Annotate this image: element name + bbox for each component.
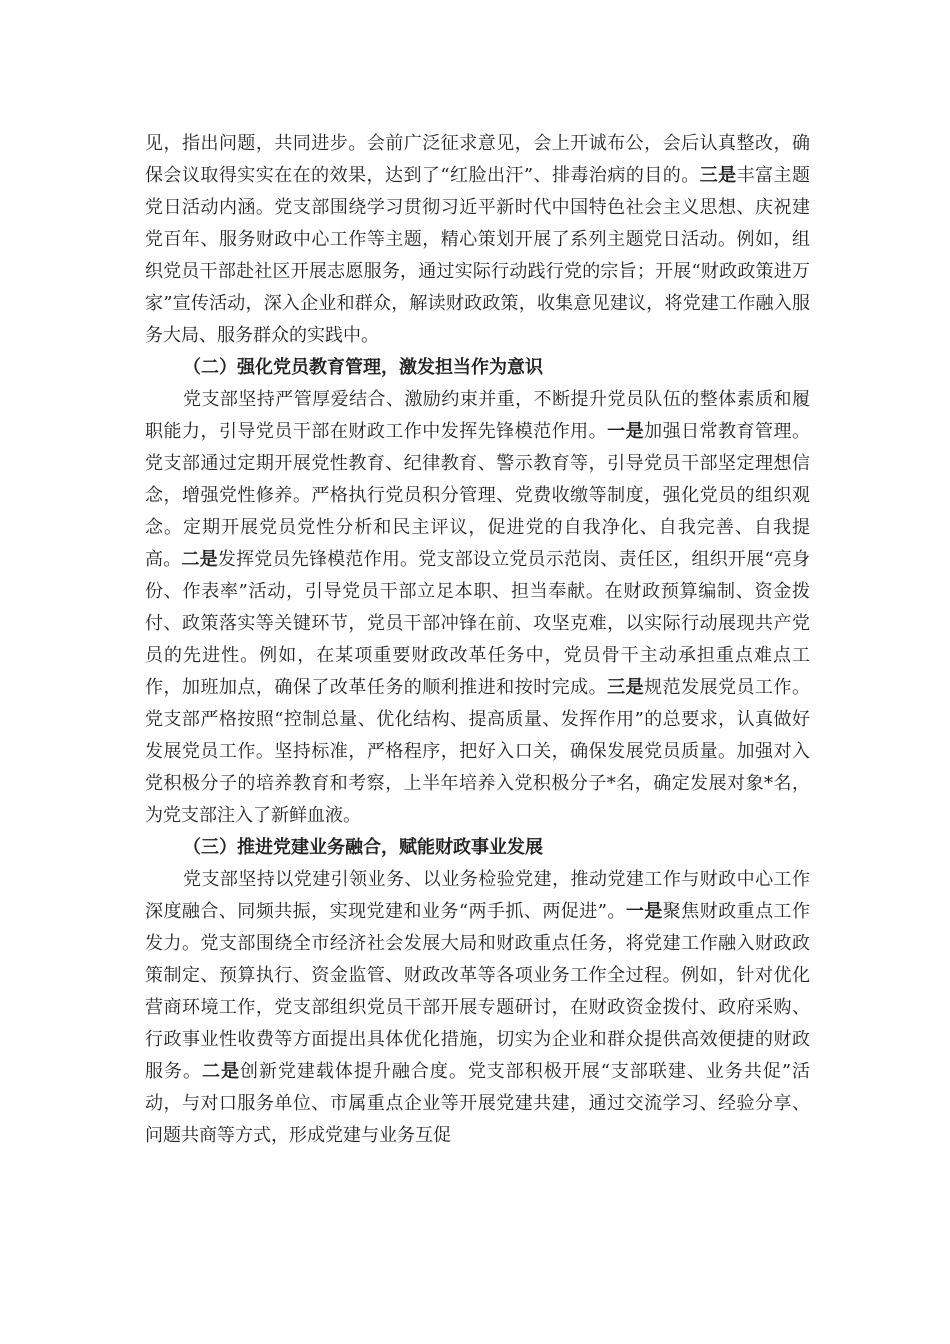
section-heading-2: （二）强化党员教育管理，激发担当作为意识 [183,357,543,378]
section-heading-3: （三）推进党建业务融合，赋能财政事业发展 [183,837,543,858]
paragraph-text: 加强日常教育管理。党支部通过定期开展党性教育、纪律教育、警示教育等，引导党员干部坚定理想信念，增强党性修养。严格执行党员积分管理、党费收缴等制度，强化党员的组织观念。定期开展党员党性分析和民主评议，促进党的自我净化、自我完善、自我提高。 [145,421,811,570]
highlight-two: 二是 [201,1061,240,1082]
highlight-two: 二是 [181,549,218,570]
paragraph-section-3 [145,864,810,1152]
paragraph-text: 见，指出问题，共同进步。会前广泛征求意见，会上开诚布公，会后认真整改，确保会议取得实实在在的效果，达到了“红脸出汗”、排毒治病的目的。 [145,133,810,186]
paragraph-text: 丰富主题党日活动内涵。党支部围绕学习贯彻习近平新时代中国特色社会主义思想、庆祝建党百年、服务财政中心工作等主题，精心策划开展了系列主题党日活动。例如，组织党员干部赴社区开展志愿服务，通过实际行动践行党的宗旨；开展“财政政策进万家”宣传活动，深入企业和群众，解读财政政策，收集意见建议，将党建工作融入服务大局、服务群众的实践中。 [145,165,811,346]
paragraph-continuation [145,128,810,352]
paragraph-section-2 [145,384,810,832]
highlight-one: 一是 [625,901,663,922]
paragraph-text: 聚焦财政重点工作发力。党支部围绕全市经济社会发展大局和财政重点任务，将党建工作融入财政政策制定、预算执行、资金监管、财政改革等各项业务工作全过程。例如，针对优化营商环境工作，党支部组织党员干部开展专题研讨，在财政资金拨付、政府采购、行政事业性收费等方面提出具体优化措施，切实为企业和群众提供高效便捷的财政服务。 [145,901,811,1082]
document-body [145,128,810,1152]
highlight-one: 一是 [607,421,645,442]
highlight-three: 三是 [699,165,737,186]
paragraph-text: 创新党建载体提升融合度。党支部积极开展“支部联建、业务共促”活动，与对口服务单位、市属重点企业等开展党建共建，通过交流学习、经验分享、问题共商等方式，形成党建与业务互促 [145,1061,811,1146]
paragraph-text: 发挥党员先锋模范作用。党支部设立党员示范岗、责任区，组织开展“亮身份、作表率”活动，引导党员干部立足本职、担当奉献。在财政预算编制、资金拨付、政策落实等关键环节，党员干部冲锋在前、攻坚克难，以实际行动展现共产党员的先进性。例如，在某项重要财政改革任务中，党员骨干主动承担重点难点工作，加班加点，确保了改革任务的顺利推进和按时完成。 [145,549,811,698]
paragraph-text: 规范发展党员工作。党支部严格按照“控制总量、优化结构、提高质量、发挥作用”的总要求，认真做好发展党员工作。坚持标准，严格程序，把好入口关，确保发展党员质量。加强对入党积极分子的培养教育和考察，上半年培养入党积极分子*名，确定发展对象*名，为党支部注入了新鲜血液。 [145,677,811,826]
highlight-three: 三是 [607,677,645,698]
paragraph-text: 党支部坚持严管厚爱结合、激励约束并重，不断提升党员队伍的整体素质和履职能力，引导党员干部在财政工作中发挥先锋模范作用。 [145,389,810,442]
paragraph-text: 党支部坚持以党建引领业务、以业务检验党建，推动党建工作与财政中心工作深度融合、同频共振，实现党建和业务“两手抓、两促进”。 [145,869,810,922]
